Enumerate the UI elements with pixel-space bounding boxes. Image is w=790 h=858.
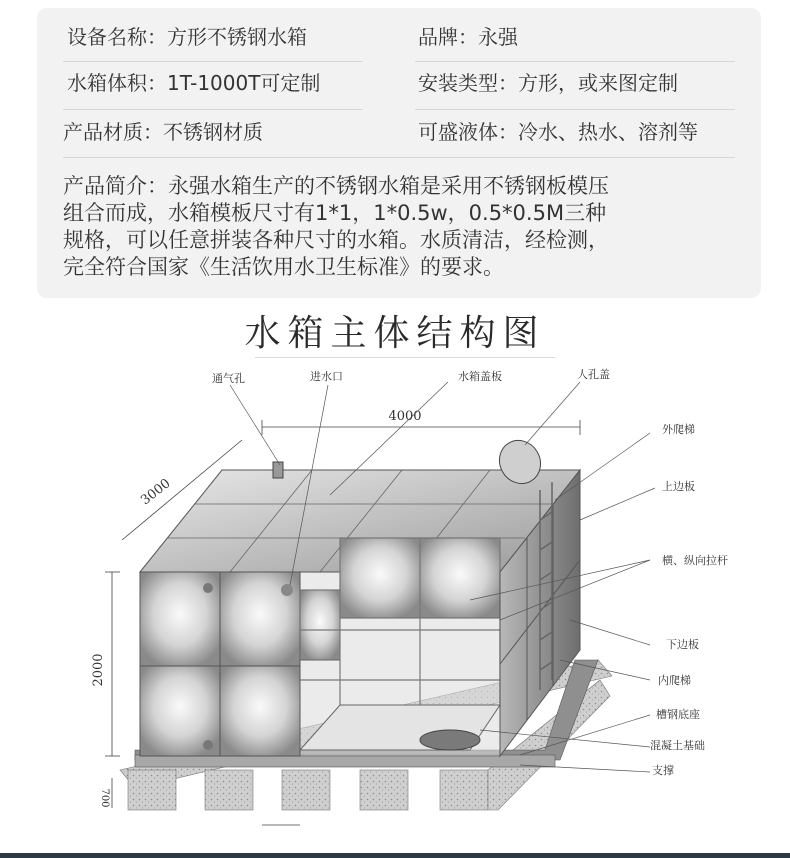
product-intro xyxy=(63,173,753,281)
label-inner-ladder: 内爬梯 xyxy=(658,674,691,687)
intro-line: 规格，可以任意拼装各种尺寸的水箱。水质清洁，经检测， xyxy=(63,228,609,252)
label-upper-edge-plate: 上边板 xyxy=(662,480,695,493)
spec-install-type: 安装类型：方形，或来图定制 xyxy=(418,71,678,95)
intro-line: 完全符合国家《生活饮用水卫生标准》的要求。 xyxy=(63,255,504,279)
intro-line: 产品简介：永强水箱生产的不锈钢水箱是采用不锈钢板模压 xyxy=(63,174,609,198)
title-underline xyxy=(255,357,555,358)
panel-fitting xyxy=(203,583,213,593)
vent-pipe xyxy=(273,462,283,478)
label-concrete-foundation: 混凝土基础 xyxy=(650,739,705,752)
label-channel-base: 槽钢底座 xyxy=(656,708,700,721)
label-manhole-cover: 人孔盖 xyxy=(577,368,610,381)
spec-device-name: 设备名称：方形不锈钢水箱 xyxy=(67,25,307,49)
intro-line: 组合而成，水箱模板尺寸有1*1，1*0.5w，0.5*0.5M三种 xyxy=(63,201,607,225)
label-support: 支撑 xyxy=(652,764,674,777)
spec-divider xyxy=(415,109,735,110)
spec-volume: 水箱体积：1T-1000T可定制 xyxy=(67,71,321,95)
dimension-base-height: 700 xyxy=(99,788,110,808)
spec-brand: 品牌：永强 xyxy=(418,25,518,49)
label-lower-edge-plate: 下边板 xyxy=(666,638,699,651)
label-tie-rods: 横、纵向拉杆 xyxy=(662,554,728,567)
label-tank-cover: 水箱盖板 xyxy=(458,370,502,383)
water-inlet-pipe xyxy=(281,584,293,596)
label-water-inlet: 进水口 xyxy=(310,370,343,383)
water-tank-structure-diagram xyxy=(0,360,790,853)
spec-divider xyxy=(63,109,363,110)
panel-fitting xyxy=(203,740,213,750)
spec-material: 产品材质：不锈钢材质 xyxy=(63,120,263,144)
dimension-length: 4000 xyxy=(388,409,422,424)
spec-divider xyxy=(63,61,363,62)
label-outer-ladder: 外爬梯 xyxy=(662,423,695,436)
dimension-width: 3000 xyxy=(138,476,174,509)
bottom-bar xyxy=(0,853,790,858)
diagram-title: 水箱主体结构图 xyxy=(244,313,546,354)
dimension-height: 2000 xyxy=(91,653,106,687)
spec-divider xyxy=(63,157,735,158)
spec-liquid: 可盛液体：冷水、热水、溶剂等 xyxy=(418,120,698,144)
label-vent-hole: 通气孔 xyxy=(212,372,245,385)
spec-divider xyxy=(415,61,735,62)
